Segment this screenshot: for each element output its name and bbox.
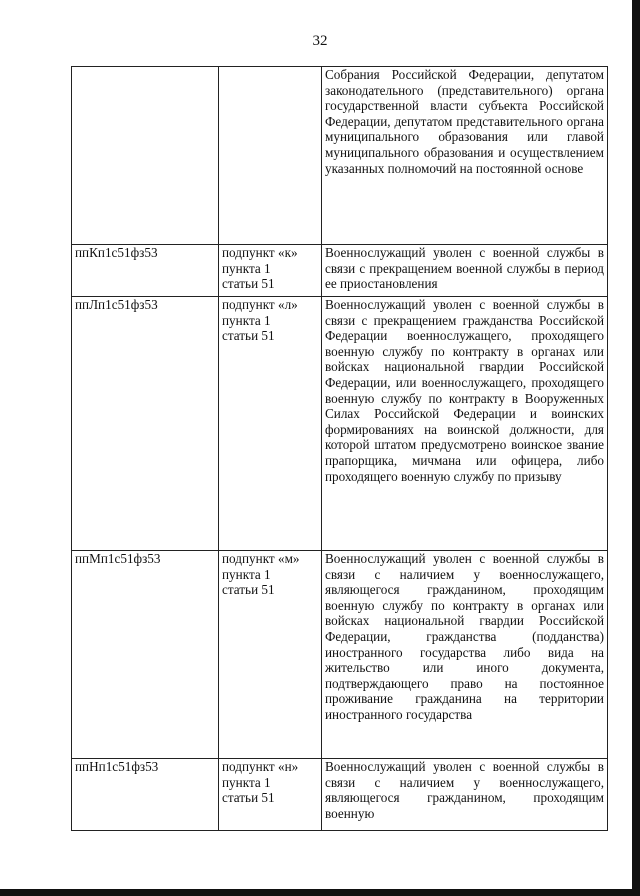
code-cell: ппКп1с51фз53: [72, 245, 219, 297]
reference-point: пункта 1: [222, 774, 271, 790]
scan-edge-bottom: [0, 889, 640, 896]
reference-cell: [219, 551, 322, 759]
reference-point: пункта 1: [222, 260, 271, 276]
reference-point: пункта 1: [222, 566, 271, 582]
reference-cell: [219, 245, 322, 297]
reference-subpoint: подпункт «м»: [222, 551, 300, 566]
table-row: [72, 67, 608, 245]
description-cell: Собрания Российской Федерации, депутатом законодательного (представительного) органа государственной власти субъекта Российской Федерации, депутатом представительного органа муниципального образования или главой муниципального образования и осуществлением указанных полномочий на постоянной основе: [322, 67, 608, 245]
reference-subpoint: подпункт «л»: [222, 297, 298, 312]
table-row: [72, 297, 608, 551]
table-row: [72, 551, 608, 759]
reference-cell: [219, 297, 322, 551]
description-cell: Военнослужащий уволен с военной службы в связи с наличием у военнослужащего, являющегося гражданином, проходящим военную: [322, 759, 608, 831]
reference-article: статьи 51: [222, 790, 275, 806]
scan-edge-right: [632, 0, 640, 896]
description-cell: Военнослужащий уволен с военной службы в связи с прекращением гражданства Российской Федерации военнослужащего, проходящего военную службу по контракту в органах или войсках национальной гвардии Российской Федерации, или военнослужащего, проходящего военную службу по контракту в Вооруженных Силах Российской Федерации и воинских формированиях на воинской должности, для которой штатом предусмотрено воинское звание прапорщика, мичмана или офицера, либо проходящего военную службу по призыву: [322, 297, 608, 551]
reference-article: статьи 51: [222, 582, 275, 598]
code-cell: ппЛп1с51фз53: [72, 297, 219, 551]
code-cell: [72, 67, 219, 245]
table-row: [72, 245, 608, 297]
reference-point: пункта 1: [222, 312, 271, 328]
reference-subpoint: подпункт «н»: [222, 759, 299, 774]
code-cell: ппНп1с51фз53: [72, 759, 219, 831]
reference-article: статьи 51: [222, 276, 275, 292]
code-cell: ппМп1с51фз53: [72, 551, 219, 759]
page-number: 32: [312, 33, 328, 49]
reference-article: статьи 51: [222, 328, 275, 344]
regulation-table: [71, 66, 608, 831]
table-row: [72, 759, 608, 831]
reference-cell: [219, 67, 322, 245]
reference-cell: [219, 759, 322, 831]
reference-subpoint: подпункт «к»: [222, 245, 298, 260]
description-cell: Военнослужащий уволен с военной службы в связи с прекращением военной службы в период ее приостановления: [322, 245, 608, 297]
description-cell: Военнослужащий уволен с военной службы в связи с наличием у военнослужащего, являющегося гражданином, проходящим военную службу по контракту в органах или войсках национальной гвардии Российской Федерации, гражданства (подданства) иностранного государства либо вида на жительство или иного документа, подтверждающего право на постоянное проживание гражданина на территории иностранного государства: [322, 551, 608, 759]
